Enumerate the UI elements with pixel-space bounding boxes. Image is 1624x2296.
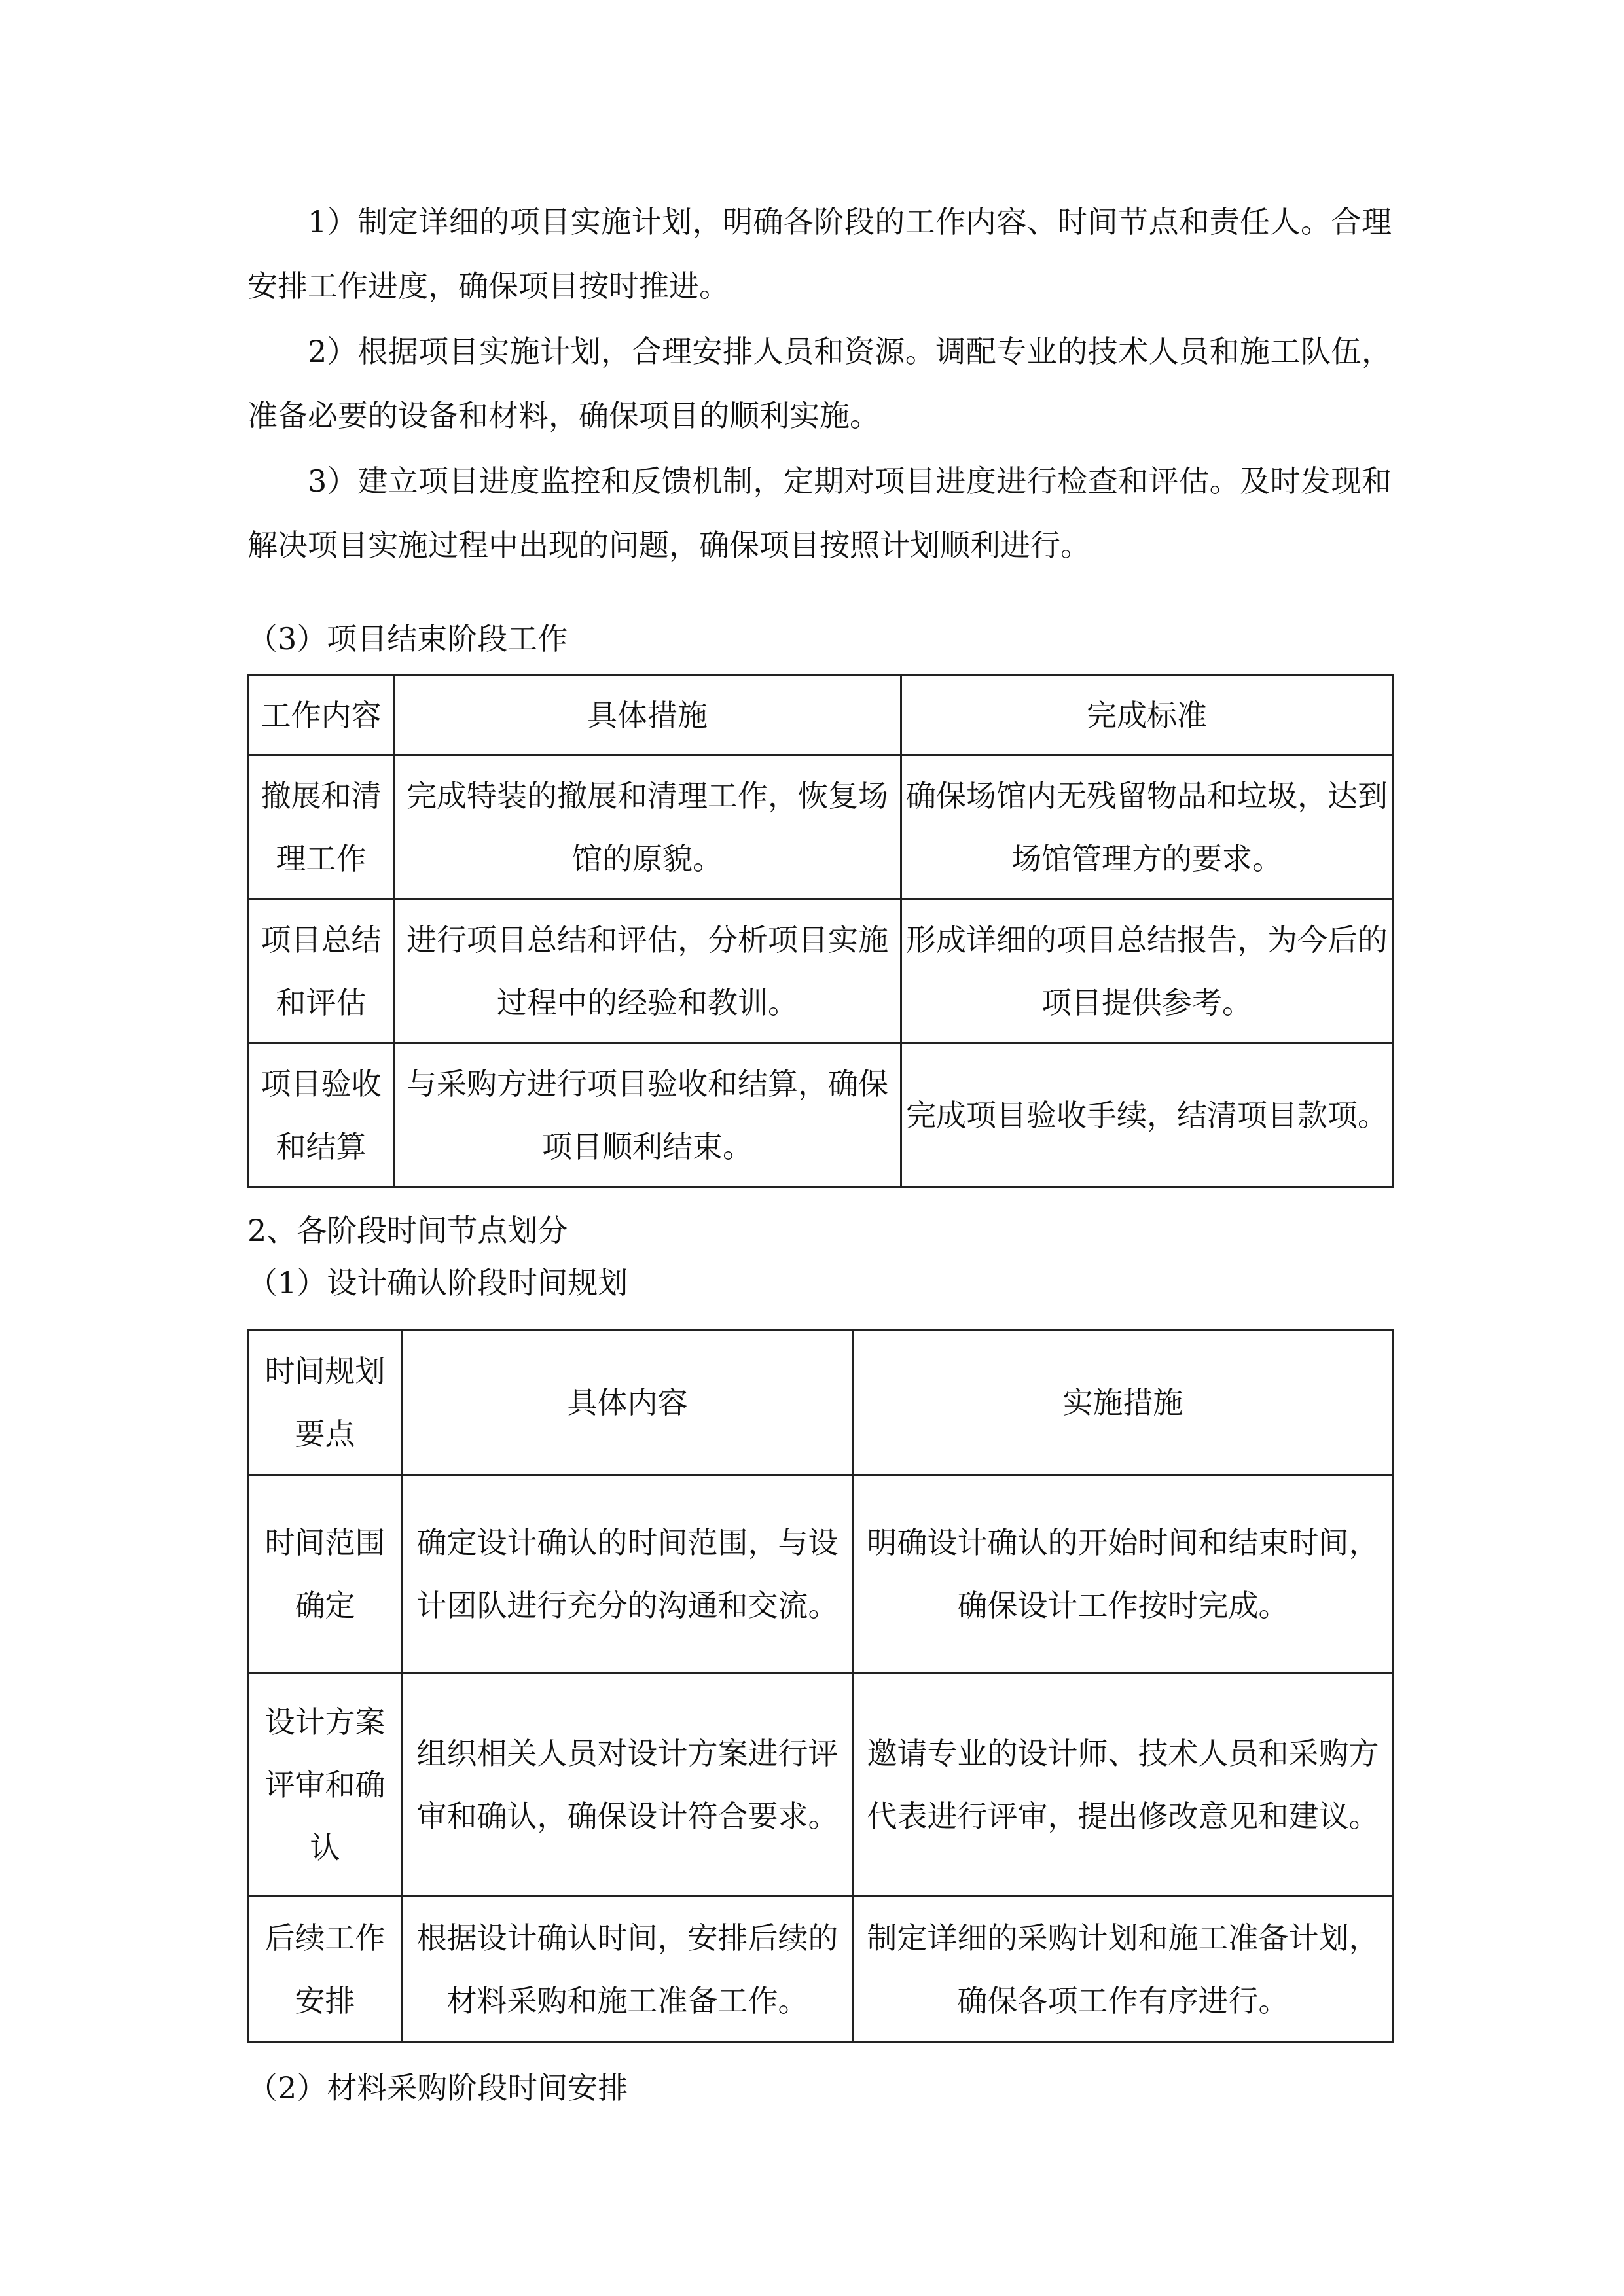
closure-work-table (247, 674, 1394, 1188)
table-cell: 确定设计确认的时间范围，与设计团队进行充分的沟通和交流。 (402, 1475, 854, 1673)
table-cell: 明确设计确认的开始时间和结束时间，确保设计工作按时完成。 (854, 1475, 1393, 1673)
table-row (249, 1673, 1393, 1897)
table-cell: 时间范围确定 (249, 1475, 402, 1673)
table-cell: 项目总结和评估 (249, 899, 394, 1043)
table-cell: 组织相关人员对设计方案进行评审和确认，确保设计符合要求。 (402, 1673, 854, 1897)
paragraph-1: 1）制定详细的项目实施计划，明确各阶段的工作内容、时间节点和责任人。合理安排工作进度，确保项目按时推进。 (247, 204, 1392, 304)
column-header: 实施措施 (854, 1330, 1393, 1475)
table-row (249, 755, 1393, 899)
column-header: 完成标准 (901, 675, 1393, 755)
table-header-row (249, 675, 1393, 755)
paragraph-2: 2）根据项目实施计划，合理安排人员和资源。调配专业的技术人员和施工队伍，准备必要的设备和材料，确保项目的顺利实施。 (247, 334, 1392, 433)
section-heading-design-confirmation: （1）设计确认阶段时间规划 (247, 1265, 628, 1300)
table-cell: 形成详细的项目总结报告，为今后的项目提供参考。 (901, 899, 1393, 1043)
design-confirmation-table (247, 1329, 1394, 2043)
table-cell: 设计方案评审和确认 (249, 1673, 402, 1897)
table-cell: 完成特装的撤展和清理工作，恢复场馆的原貌。 (394, 755, 901, 899)
table-cell: 项目验收和结算 (249, 1043, 394, 1187)
table-cell: 确保场馆内无残留物品和垃圾，达到场馆管理方的要求。 (901, 755, 1393, 899)
column-header: 具体措施 (394, 675, 901, 755)
column-header: 工作内容 (249, 675, 394, 755)
section-heading-time-nodes: 2、各阶段时间节点划分 (247, 1213, 568, 1248)
table-header-row (249, 1330, 1393, 1475)
section-heading-material-procurement: （2）材料采购阶段时间安排 (247, 2070, 628, 2106)
table-cell: 撤展和清理工作 (249, 755, 394, 899)
paragraph-3: 3）建立项目进度监控和反馈机制，定期对项目进度进行检查和评估。及时发现和解决项目实施过程中出现的问题，确保项目按照计划顺利进行。 (247, 463, 1392, 563)
section-heading-project-closure: （3）项目结束阶段工作 (247, 621, 568, 656)
column-header: 具体内容 (402, 1330, 854, 1475)
table-cell: 与采购方进行项目验收和结算，确保项目顺利结束。 (394, 1043, 901, 1187)
table-cell: 邀请专业的设计师、技术人员和采购方代表进行评审，提出修改意见和建议。 (854, 1673, 1393, 1897)
table-row (249, 1475, 1393, 1673)
table-cell: 完成项目验收手续，结清项目款项。 (901, 1043, 1393, 1187)
table-cell: 后续工作安排 (249, 1897, 402, 2042)
column-header: 时间规划要点 (249, 1330, 402, 1475)
table-cell: 制定详细的采购计划和施工准备计划，确保各项工作有序进行。 (854, 1897, 1393, 2042)
table-row (249, 899, 1393, 1043)
table-row (249, 1897, 1393, 2042)
table-cell: 进行项目总结和评估，分析项目实施过程中的经验和教训。 (394, 899, 901, 1043)
table-row (249, 1043, 1393, 1187)
table-cell: 根据设计确认时间，安排后续的材料采购和施工准备工作。 (402, 1897, 854, 2042)
